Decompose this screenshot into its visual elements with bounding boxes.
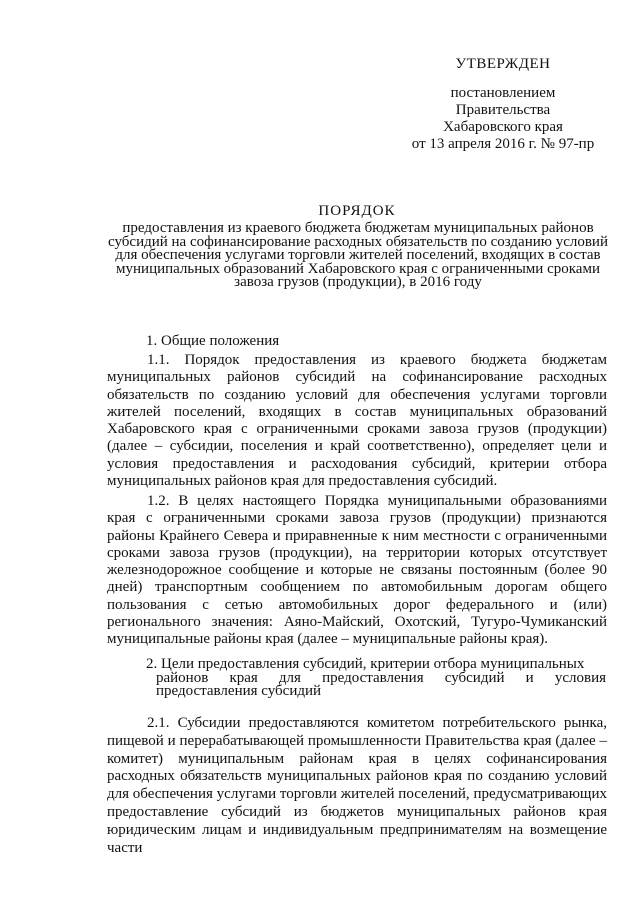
paragraph-1-1: 1.1. Порядок предоставления из краевого бюджета бюджетам муниципальных районов субсидий на софинансирование расходных обязательств по созданию условий для обеспечения услугами торговли жителей поселений, входящих в состав муниципальных образований Хабаровского края с ограниченными сроками завоза грузов (продукции) (далее – субсидии, поселения и край соответственно), определяет цели и условия предоставления и расходования субсидий, критерии отбора муниципальных районов края для предоставления субсидий. <box>107 352 607 490</box>
approval-line: Правительства <box>455 102 551 118</box>
approved-label: УТВЕРЖДЕН <box>455 56 551 72</box>
approval-date: от 13 апреля 2016 г. № 97-пр <box>411 136 595 152</box>
approval-line: Хабаровского края <box>443 119 563 135</box>
paragraph-2-1: 2.1. Субсидии предоставляются комитетом потребительского рынка, пищевой и перерабатывающей промышленности Правительства края (далее – комитет) муниципальным районам края в целях софинансирования расходных обязательств муниципальных районов края по созданию условий для обеспечения услугами торговли жителей поселений, предусматривающих предоставление субсидий из бюджетов муниципальных районов края юридическим лицам и индивидуальным предпринимателям на возмещение части <box>107 715 607 856</box>
section-2-heading-line2: районов края для предоставления субсидий и условия предоставления субсидий <box>156 669 606 700</box>
section-1-heading: 1. Общие положения <box>146 333 280 349</box>
section-2-heading-line1: 2. Цели предоставления субсидий, критерии отбора муниципальных <box>146 656 585 672</box>
document-title: ПОРЯДОК <box>318 203 396 219</box>
section-2-heading <box>146 658 606 699</box>
approval-block <box>398 56 608 153</box>
approval-line: постановлением <box>450 85 556 101</box>
paragraph-1-2: 1.2. В целях настоящего Порядка муниципальными образованиями края с ограниченными сроками завоза грузов (продукции) признаются районы Крайнего Севера и приравненные к ним местности с ограниченными сроками завоза грузов (продукции), на территории которых отсутствует железнодорожное сообщение и которые не связаны постоянным (более 90 дней) транспортным сообщением по автомобильным дорогам общего пользования с сетью автомобильных дорог федерального и (или) регионального значения: Аяно-Майский, Охотский, Тугуро-Чумиканский муниципальные районы края (далее – муниципальные районы края). <box>107 493 607 648</box>
document-subtitle: предоставления из краевого бюджета бюджетам муниципальных районов субсидий на софинансирование расходных обязательств по созданию условий для обеспечения услугами торговли жителей поселений, входящих в состав муниципальных образований Хабаровского края с ограниченными сроками завоза грузов (продукции), в 2016 году <box>108 220 608 291</box>
